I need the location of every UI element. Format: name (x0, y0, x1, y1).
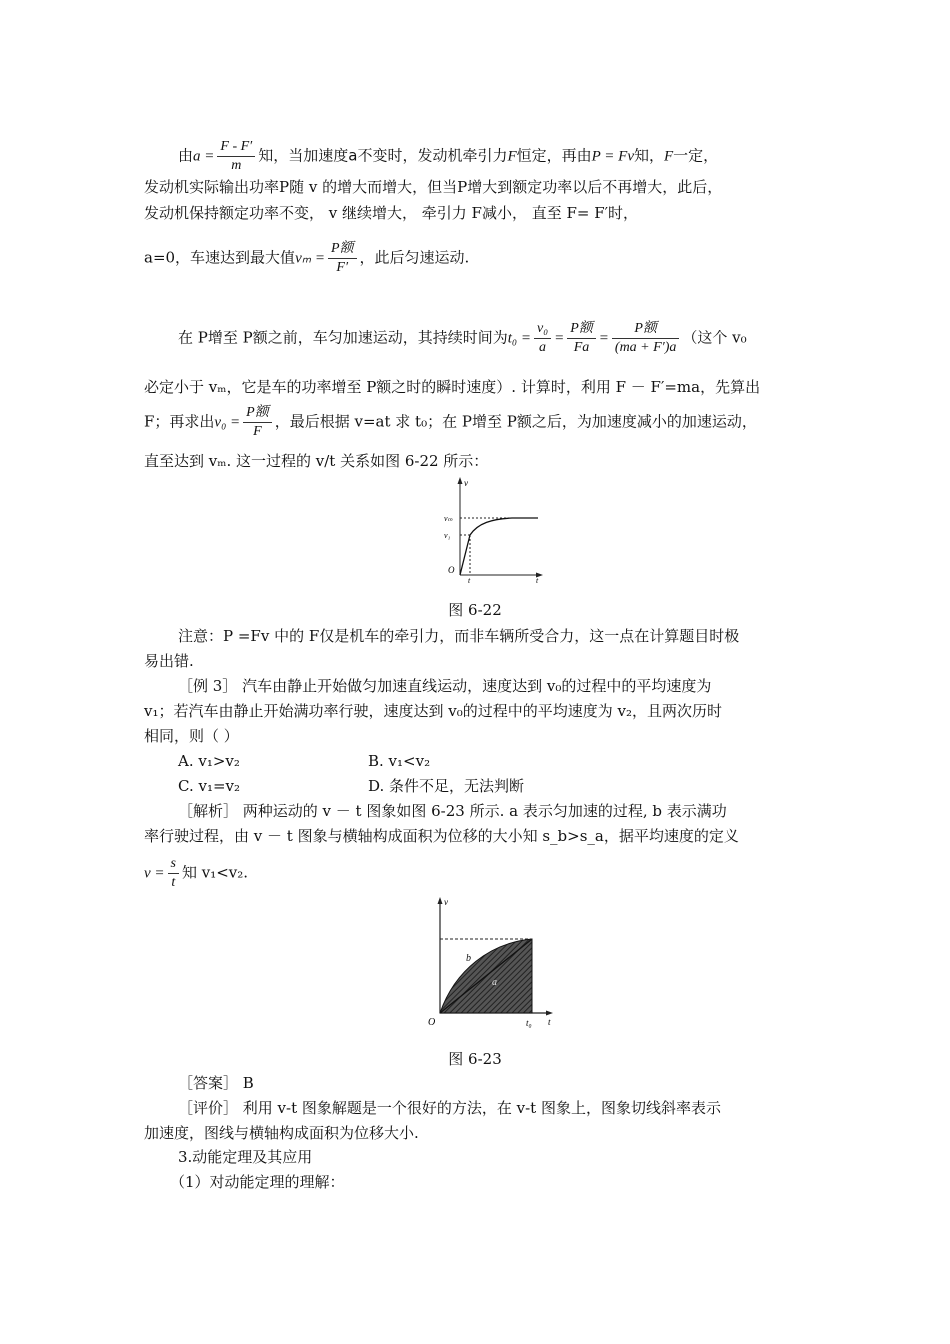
text: （这个 v₀ (682, 328, 747, 347)
p2-line2: 必定小于 vₘ，它是车的功率增至 P额之时的瞬时速度）. 计算时，利用 F － F′=ma，先算出 (144, 378, 761, 396)
t0-label: t₀ (526, 1018, 532, 1028)
answer: ［答案］ B (178, 1074, 254, 1092)
text: 恒定，再由 (516, 146, 592, 165)
a-label: a (492, 977, 497, 988)
v1-label: v₁ (444, 531, 451, 540)
option-a: A. v₁>v₂ (178, 752, 240, 770)
text: 一定， (673, 146, 719, 165)
section-title: 3.动能定理及其应用 (178, 1148, 313, 1166)
numerator: P额 (612, 320, 680, 339)
option-b: B. v₁<v₂ (368, 752, 431, 770)
p1-line2: 发动机实际输出功率P随 v 的增大而增大，但当P增大到额定功率以后不再增大，此后， (144, 178, 723, 196)
text: 知 v₁<v₂. (181, 863, 249, 882)
eval-line1: ［评价］ 利用 v-t 图象解题是一个很好的方法，在 v-t 图象上，图象切线斜率表示 (178, 1099, 721, 1117)
denominator: m (231, 158, 242, 173)
p2-line4: 直至达到 vₘ. 这一过程的 v/t 关系如图 6-22 所示： (144, 452, 489, 470)
ex3-line2: v₁；若汽车由静止开始满功率行驶，速度达到 v₀的过程中的平均速度为 v₂，且两次历时 (144, 702, 723, 720)
numerator: P额 (328, 240, 357, 259)
text: 在 P增至 P额之前，车匀加速运动，其持续时间为 (178, 328, 508, 347)
p1-line4 (144, 240, 469, 277)
numerator: F - F′ (217, 138, 255, 157)
p2-line1 (178, 320, 747, 357)
text: 知， (633, 146, 664, 165)
fraction-t0-1 (534, 320, 551, 357)
t2-label: t (536, 576, 539, 583)
fraction-v0 (243, 404, 272, 441)
formula-a-eq: a = (193, 148, 215, 165)
numerator: s (168, 855, 179, 874)
figure-6-23 (420, 895, 560, 1030)
text: 知，当加速度 (258, 146, 349, 165)
text: 不变时，发动机牵引力 (357, 146, 508, 165)
v-label: v (444, 897, 448, 907)
fraction-vm (328, 240, 357, 277)
text: F (664, 148, 674, 165)
p2-line3 (144, 404, 757, 441)
fraction-t0-3 (612, 320, 680, 357)
formula-v-eq: v = (144, 865, 165, 882)
option-c: C. v₁=v₂ (178, 777, 241, 795)
ex3-line1: ［例 3］ 汽车由静止开始做匀加速直线运动，速度达到 v₀的过程中的平均速度为 (178, 677, 712, 695)
t1-label: t (468, 576, 471, 583)
fraction-t0-2 (567, 320, 596, 357)
analysis-line3 (144, 855, 248, 892)
text: a (348, 146, 358, 165)
b-label: b (466, 953, 471, 964)
text: ，此后匀速运动. (359, 248, 470, 267)
x-arrow (546, 1011, 553, 1016)
denominator: F′ (336, 260, 349, 275)
ex3-line3: 相同，则（ ） (144, 727, 239, 745)
y-arrow (438, 897, 443, 904)
denominator: a (539, 340, 547, 355)
text: 由 (178, 146, 194, 165)
section-sub: （1）对动能定理的理解： (170, 1173, 345, 1191)
denominator: Fa (573, 340, 590, 355)
text: a=0，车速达到最大值 (144, 248, 296, 267)
analysis-line2: 率行驶过程，由 v － t 图象与横轴构成面积为位移的大小知 s_b>s_a，据平均速度的定义 (144, 827, 739, 845)
fraction-v (168, 855, 179, 892)
origin-label: O (448, 565, 455, 575)
vm-label: vₘ (444, 514, 453, 523)
formula-v0-eq: v₀ = (214, 414, 241, 431)
numerator: P额 (567, 320, 596, 339)
t-label: t (548, 1017, 551, 1027)
y-arrow (458, 477, 463, 484)
p1-line3: 发动机保持额定功率不变， v 继续增大， 牵引力 F减小， 直至 F= F′时， (144, 204, 639, 222)
figure-6-22 (440, 475, 550, 583)
denominator: F (253, 424, 262, 439)
denominator: t (171, 875, 176, 890)
p1-line1 (178, 138, 718, 175)
option-d: D. 条件不足，无法判断 (368, 777, 525, 795)
eq: = (554, 330, 565, 347)
formula-vm-eq: vₘ = (295, 250, 325, 267)
eval-line2: 加速度，图线与横轴构成面积为位移大小. (144, 1124, 419, 1142)
numerator: P额 (243, 404, 272, 423)
fraction-a (217, 138, 255, 175)
note-line2: 易出错. (144, 652, 194, 670)
text: ，最后根据 v=at 求 t₀；在 P增至 P额之后，为加速度减小的加速运动， (274, 412, 757, 431)
formula-t0-eq: t₀ = (507, 330, 531, 347)
text: P = Fv (591, 148, 634, 165)
origin-label: O (428, 1017, 436, 1028)
numerator: v₀ (534, 320, 551, 339)
eq: = (598, 330, 609, 347)
caption-6-22: 图 6-22 (448, 601, 502, 619)
caption-6-23: 图 6-23 (448, 1050, 502, 1068)
text: F (507, 148, 517, 165)
text: F；再求出 (144, 412, 215, 431)
vt-curve (460, 518, 538, 575)
note-line1: 注意：P =Fv 中的 F仅是机车的牵引力，而非车辆所受合力，这一点在计算题目时极 (178, 627, 740, 645)
v-label: v (464, 478, 468, 488)
analysis-line1: ［解析］ 两种运动的 v － t 图象如图 6-23 所示. a 表示匀加速的过程, b 表示满功 (178, 802, 727, 820)
denominator: (ma + F′)a (614, 340, 677, 355)
